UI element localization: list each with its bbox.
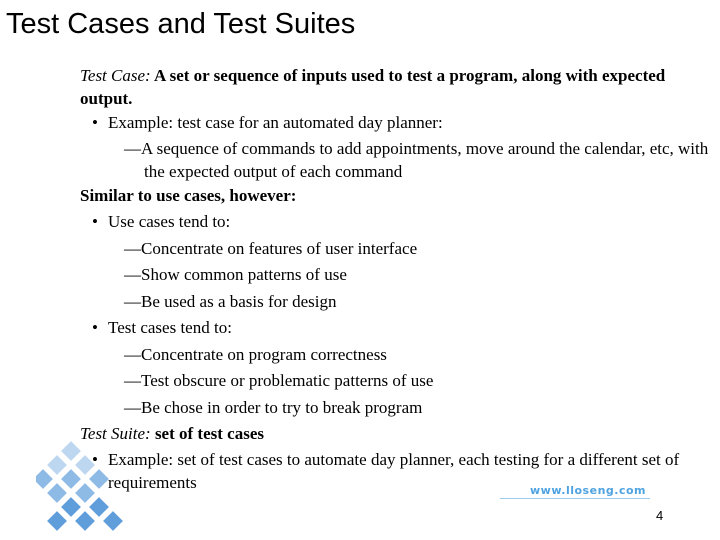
test-suite-term: Test Suite: <box>80 424 151 443</box>
bullet-icon: • <box>92 449 98 469</box>
bullet-icon: • <box>92 318 98 337</box>
example-text-2: Example: set of test cases to automate day planner, each testing for a different set of requirements <box>108 449 680 492</box>
use-cases-item: —Show common patterns of use <box>124 265 347 284</box>
test-suite-definition <box>80 421 710 448</box>
use-cases-item: —Be used as a basis for design <box>124 291 337 311</box>
slide-title: Test Cases and Test Suites <box>6 8 356 40</box>
site-url: www.lloseng.com <box>530 484 646 497</box>
test-cases-text: Test cases tend to: <box>108 318 232 337</box>
example-bullet-1 <box>80 110 710 137</box>
test-cases-item: —Be chose in order to try to break program <box>124 397 423 417</box>
slide-body <box>80 64 710 494</box>
test-cases-item: —Concentrate on program correctness <box>124 344 387 364</box>
test-case-definition-text: A set or sequence of inputs used to test a program, along with expected output. <box>80 66 666 108</box>
example-text-1: Example: test case for an automated day planner: <box>108 113 443 132</box>
use-cases-bullet <box>80 209 710 236</box>
use-cases-item: —Concentrate on features of user interface <box>124 238 418 258</box>
bullet-icon: • <box>92 113 98 132</box>
test-cases-item: —Test obscure or problematic patterns of use <box>124 371 434 390</box>
bullet-icon: • <box>92 212 98 231</box>
page-number: 4 <box>656 508 664 523</box>
test-suite-definition-text: set of test cases <box>150 424 264 443</box>
use-cases-text: Use cases tend to: <box>108 212 231 231</box>
test-case-definition <box>80 64 710 110</box>
similar-heading: Similar to use cases, however: <box>80 185 297 205</box>
example-detail-1: —A sequence of commands to add appointments, move around the calendar, etc, with the expected output of each command <box>124 138 709 181</box>
test-cases-bullet <box>80 315 710 342</box>
test-case-term: Test Case: <box>80 66 151 85</box>
footer-divider <box>500 498 650 499</box>
